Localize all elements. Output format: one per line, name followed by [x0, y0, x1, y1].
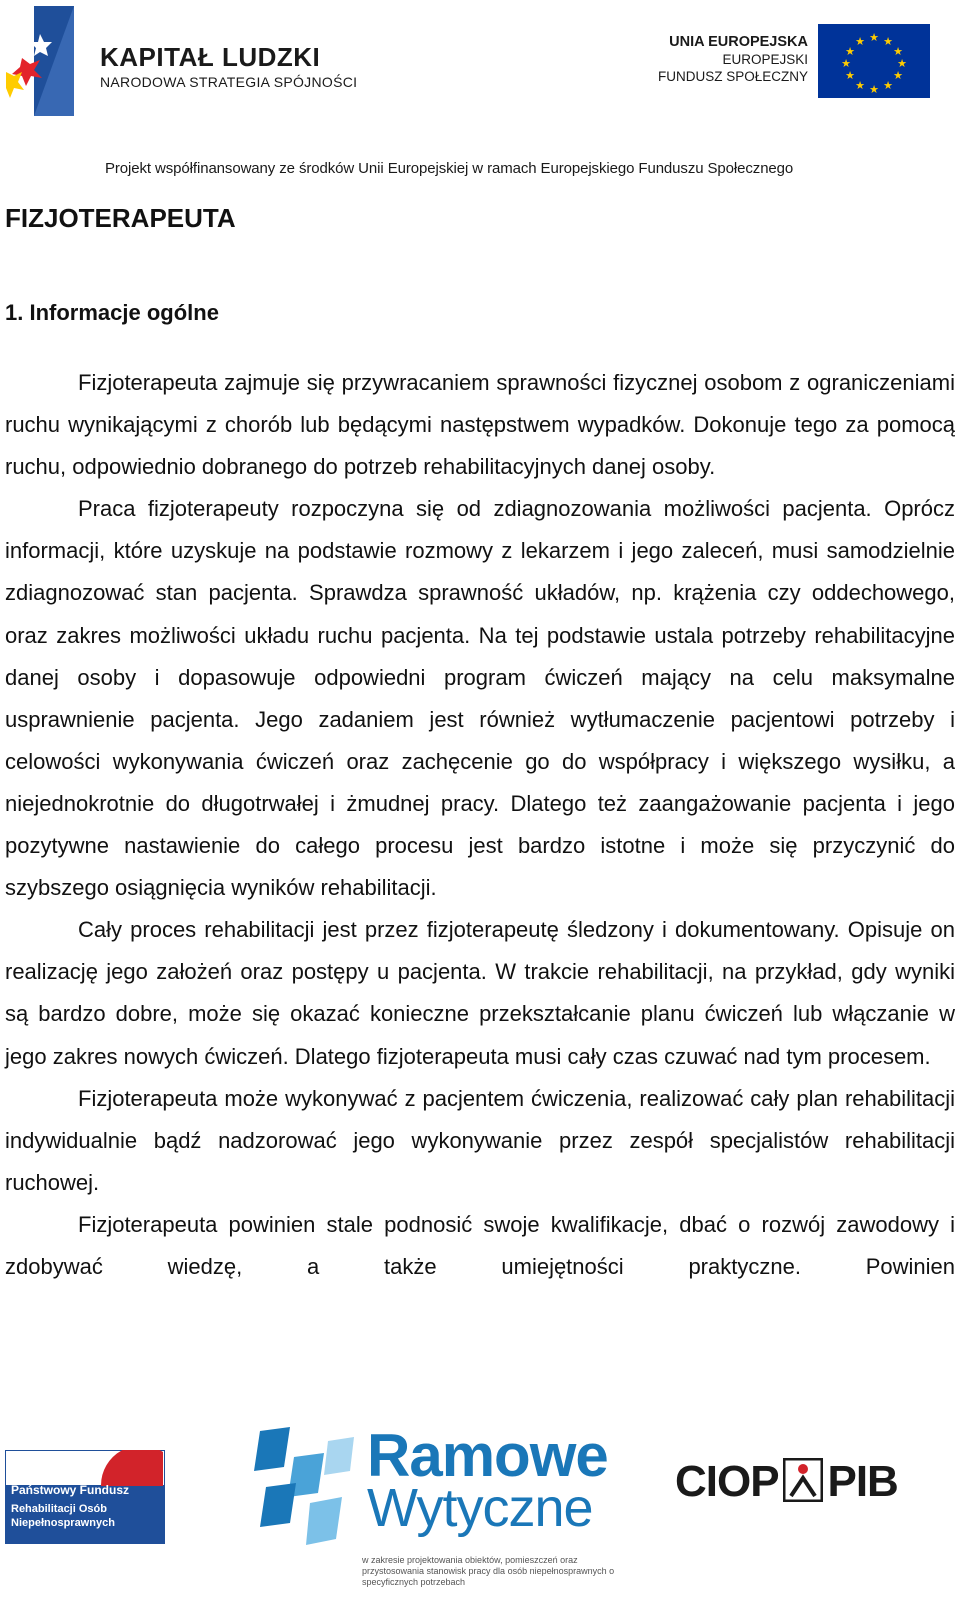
page-footer: [0, 1422, 960, 1620]
cofinancing-note: Projekt współfinansowany ze środków Unii Europejskiej w ramach Europejskiego Funduszu Społecznego: [105, 160, 794, 177]
document-title: FIZJOTERAPEUTA: [5, 203, 236, 233]
eu-label-line3: FUNDUSZ SPOŁECZNY: [657, 69, 808, 84]
svg-text:★: ★: [883, 79, 893, 92]
svg-text:★: ★: [869, 31, 879, 44]
strategia-subtitle: NARODOWA STRATEGIA SPÓJNOŚCI: [100, 74, 358, 90]
kapital-ludzki-title: KAPITAŁ LUDZKI: [100, 42, 321, 72]
section-heading: 1. Informacje ogólne: [5, 300, 219, 325]
svg-text:★: ★: [893, 45, 903, 58]
body-text: [5, 362, 955, 1288]
svg-text:★: ★: [869, 83, 879, 96]
paragraph: Cały proces rehabilitacji jest przez fizjoterapeutę śledzony i dokumentowany. Opisuje on realizację jego założeń oraz postępy u pacjenta. W trakcie rehabilitacji, na przykład, gdy wyniki są bardzo dobre, może się okazać konieczne przekształcanie planu ćwiczeń lub włączanie w jego zakres nowych ćwiczeń. Dlatego fizjoterapeuta musi cały czas czuwać nad tym procesem.: [5, 917, 955, 1069]
pfron-logo: [5, 1450, 165, 1544]
pfron-line2: Rehabilitacji Osób: [11, 1503, 107, 1515]
eu-fund-label: [658, 34, 808, 85]
kapital-ludzki-logo: [4, 4, 84, 116]
paragraph: Fizjoterapeuta zajmuje się przywracaniem sprawności fizycznej osobom z ograniczeniami ruchu wynikającymi z chorób lub będącymi następstwem wypadków. Dokonuje tego za pomocą ruchu, odpowiednio dobranego do potrzeb rehabilitacyjnych danej osoby.: [5, 370, 955, 480]
svg-text:★: ★: [845, 45, 855, 58]
pfron-line3: Niepełnosprawnych: [11, 1517, 115, 1529]
svg-text:★: ★: [855, 79, 865, 92]
wytyczne-subtitle: w zakresie projektowania obiektów, pomieszczeń oraz przystosowania stanowisk pracy dla osób niepełnosprawnych o specyficznych potrzebach: [362, 1555, 615, 1587]
eu-label-line2: EUROPEJSKI: [722, 52, 808, 67]
ciop-text: CIOP: [675, 1457, 779, 1506]
page-header: [0, 0, 960, 190]
paragraph: Fizjoterapeuta może wykonywać z pacjentem ćwiczenia, realizować cały plan rehabilitacji indywidualnie bądź nadzorować jego wykonywanie przez zespół specjalistów rehabilitacji ruchowej.: [5, 1085, 955, 1195]
svg-text:★: ★: [897, 57, 907, 70]
eu-label-line1: UNIA EUROPEJSKA: [669, 34, 808, 50]
svg-text:★: ★: [883, 35, 893, 48]
paragraph: Fizjoterapeuta powinien stale podnosić swoje kwalifikacje, dbać o rozwój zawodowy i zdobywać wiedzę, a także umiejętności praktyczne. Powinien: [5, 1211, 955, 1279]
pfron-line1: Państwowy Fundusz: [11, 1483, 130, 1497]
paragraph: Praca fizjoterapeuty rozpoczyna się od zdiagnozowania możliwości pacjenta. Oprócz informacji, które uzyskuje na podstawie rozmowy z lekarzem i jego zaleceń, musi samodzielnie zdiagnozować stan pacjenta. Sprawdza sprawność układów, np. krążenia czy oddechowego, oraz zakres możliwości układu ruchu pacjenta. Na tej podstawie ustala potrzeby rehabilitacyjne danej osoby i dopasowuje odpowiedni program ćwiczeń mający na celu maksymalne usprawnienie pacjenta. Jego zadaniem jest również wytłumaczenie pacjentowi potrzeby i celowości wykonywania ćwiczeń oraz zachęcenie go do współpracy i większego wysiłku, a niejednokrotnie do długotrwałej i żmudnej pracy. Dlatego też zaangażowanie pacjenta i jego pozytywne nastawienie do całego procesu jest bardzo istotne i może się przyczynić do szybszego osiągnięcia wyników rehabilitacji.: [5, 496, 955, 901]
ramowe-wytyczne-graphic: [250, 1427, 360, 1549]
ramowe-title: Ramowe: [367, 1422, 608, 1489]
svg-text:★: ★: [893, 69, 903, 82]
wytyczne-title: Wytyczne: [367, 1478, 593, 1538]
svg-text:★: ★: [855, 35, 865, 48]
eu-flag-icon: [818, 24, 930, 98]
svg-text:★: ★: [841, 57, 851, 70]
svg-text:★: ★: [845, 69, 855, 82]
pib-text: PIB: [827, 1457, 898, 1506]
ciop-pib-logo: [675, 1457, 925, 1509]
person-icon: [783, 1458, 823, 1502]
